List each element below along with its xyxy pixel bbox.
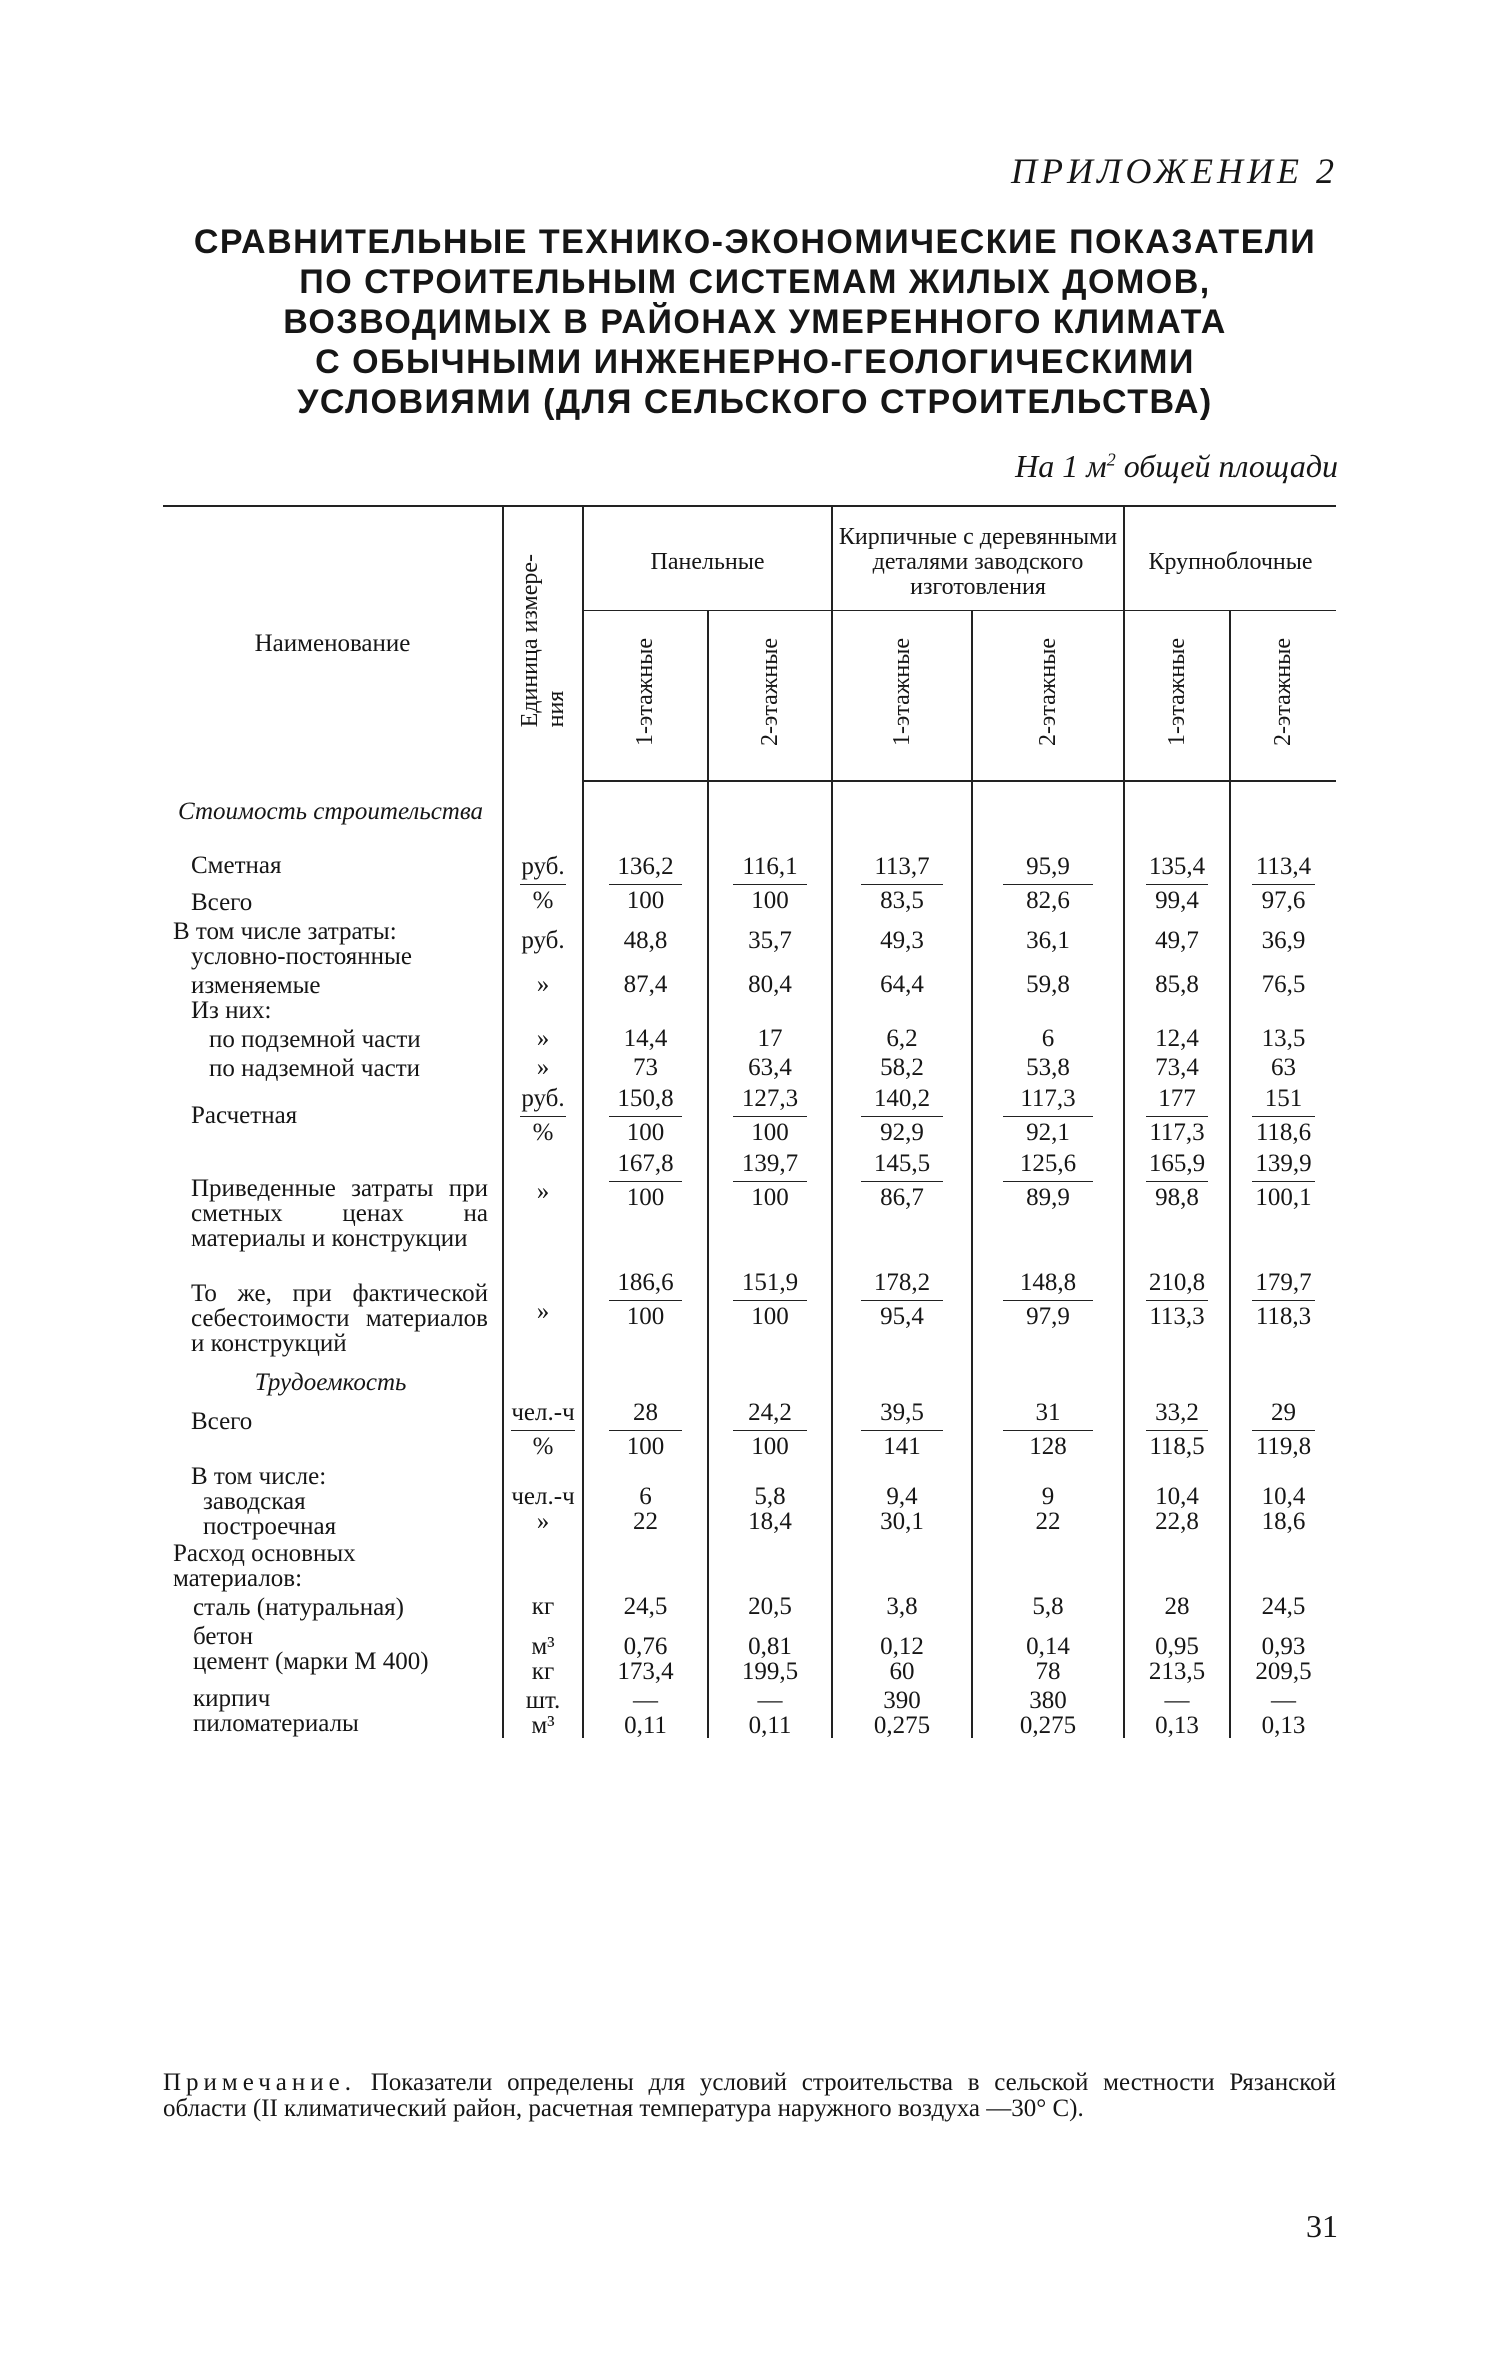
row-labor-total: Всего — [191, 1407, 253, 1435]
value-cell: 210,8 113,3 — [1124, 1253, 1230, 1358]
value-cell: 127,3 100 — [708, 1083, 832, 1148]
value-cell: 58,2 — [832, 1054, 972, 1083]
footnote — [163, 2070, 1336, 2122]
value-cell: 0,76 173,4 — [583, 1622, 708, 1684]
value-cell: 39,5 141 — [832, 1397, 972, 1462]
value-cell: — 0,11 — [583, 1684, 708, 1738]
value-cell: 177 117,3 — [1124, 1083, 1230, 1148]
value-cell: 135,4 99,4 — [1124, 851, 1230, 917]
value-cell: 14,4 — [583, 1025, 708, 1054]
value-cell: 80,4 — [708, 971, 832, 1025]
value-cell: 28 — [1124, 1593, 1230, 1622]
row-label-stack — [163, 1622, 503, 1684]
row-steel: сталь (натуральная) — [193, 1593, 405, 1621]
value-cell: 35,7 — [708, 917, 832, 971]
per-unit-prefix: На 1 м — [1015, 448, 1107, 484]
header-unit — [503, 506, 583, 781]
value-cell: 48,8 — [583, 917, 708, 971]
document-title — [160, 222, 1350, 422]
value-cell: 390 0,275 — [832, 1684, 972, 1738]
row-cond-const: условно-постоянные — [191, 942, 412, 970]
value-cell: 136,2 100 — [583, 851, 708, 917]
value-cell: 9,4 30,1 — [832, 1462, 972, 1541]
value-cell: 10,4 22,8 — [1124, 1462, 1230, 1541]
value-cell: 6,2 — [832, 1025, 972, 1054]
row-underground: по подземной части — [209, 1025, 421, 1053]
value-cell: 53,8 — [972, 1054, 1124, 1083]
section-cost: Стоимость строительства — [177, 797, 484, 825]
value-cell: 125,6 89,9 — [972, 1148, 1124, 1253]
value-cell: 63,4 — [708, 1054, 832, 1083]
value-cell: 17 — [708, 1025, 832, 1054]
value-cell: 151,9 100 — [708, 1253, 832, 1358]
title-line: УСЛОВИЯМИ (ДЛЯ СЕЛЬСКОГО СТРОИТЕЛЬСТВА) — [297, 383, 1213, 421]
value-cell: 28 100 — [583, 1397, 708, 1462]
row-reduced: Приведенные затраты при сметных ценах на материалы и конструкции — [191, 1174, 488, 1252]
value-cell: 150,8 100 — [583, 1083, 708, 1148]
value-cell: 76,5 — [1230, 971, 1336, 1025]
header-floors-1: 1-этажные — [888, 637, 915, 746]
value-cell: 24,5 — [1230, 1593, 1336, 1622]
value-cell: 0,81 199,5 — [708, 1622, 832, 1684]
value-cell: 0,93 209,5 — [1230, 1622, 1336, 1684]
header-floors-2: 2-этажные — [756, 637, 783, 746]
value-cell: 6 22 — [583, 1462, 708, 1541]
header-floors-1: 1-этажные — [632, 637, 658, 746]
value-cell: 73,4 — [1124, 1054, 1230, 1083]
title-line: ВОЗВОДИМЫХ В РАЙОНАХ УМЕРЕННОГО КЛИМАТА — [283, 303, 1227, 341]
value-cell: 186,6 100 — [583, 1253, 708, 1358]
value-cell: 64,4 — [832, 971, 972, 1025]
per-unit-caption — [1015, 448, 1338, 485]
page-number: 31 — [1306, 2208, 1338, 2244]
value-cell: 178,2 95,4 — [832, 1253, 972, 1358]
title-line: ПО СТРОИТЕЛЬНЫМ СИСТЕМАМ ЖИЛЫХ ДОМОВ, — [299, 263, 1211, 301]
value-cell: 24,2 100 — [708, 1397, 832, 1462]
title-line: СРАВНИТЕЛЬНЫЕ ТЕХНИКО-ЭКОНОМИЧЕСКИЕ ПОКАЗАТЕЛИ — [193, 223, 1317, 261]
value-cell: 9 22 — [972, 1462, 1124, 1541]
row-label-stack — [163, 1462, 503, 1541]
unit-cell: чел.-ч » — [503, 1462, 583, 1541]
value-cell: 31 128 — [972, 1397, 1124, 1462]
value-cell: 85,8 — [1124, 971, 1230, 1025]
row-onsite: построечная — [203, 1512, 337, 1540]
value-cell: — 0,11 — [708, 1684, 832, 1738]
row-incl: В том числе: — [191, 1462, 327, 1490]
value-cell: 6 — [972, 1025, 1124, 1054]
unit-cell: руб. % — [503, 1083, 583, 1148]
unit-cell: руб. — [503, 917, 583, 971]
per-unit-suffix: общей площади — [1115, 448, 1338, 484]
unit-cell: » — [503, 1054, 583, 1083]
header-floors-1: 1-этажные — [1163, 637, 1190, 746]
row-label-stack — [163, 851, 503, 917]
indicators-table — [163, 505, 1336, 1738]
row-lumber: пиломатериалы — [193, 1709, 359, 1737]
header-group-panel: Панельные — [583, 506, 832, 611]
value-cell: — 0,13 — [1124, 1684, 1230, 1738]
value-cell: 148,8 97,9 — [972, 1253, 1124, 1358]
value-cell: 139,7 100 — [708, 1148, 832, 1253]
value-cell: 36,1 — [972, 917, 1124, 971]
value-cell: 36,9 — [1230, 917, 1336, 971]
unit-cell: » — [503, 971, 583, 1025]
row-brick: кирпич — [193, 1684, 271, 1712]
header-floors-2: 2-этажные — [1270, 637, 1296, 746]
value-cell: 179,7 118,3 — [1230, 1253, 1336, 1358]
header-group-brick: Кирпичные с деревянными деталями заводского изготовления — [832, 506, 1124, 611]
value-cell: 0,12 60 — [832, 1622, 972, 1684]
value-cell: — 0,13 — [1230, 1684, 1336, 1738]
row-materials: Расход основных материалов: — [173, 1539, 356, 1592]
per-unit-sup: 2 — [1106, 449, 1116, 470]
section-labor: Трудоемкость — [254, 1368, 407, 1396]
appendix-label: ПРИЛОЖЕНИЕ 2 — [1011, 151, 1338, 191]
header-unit-line2: ния — [543, 690, 569, 727]
value-cell: 0,14 78 — [972, 1622, 1124, 1684]
value-cell: 165,9 98,8 — [1124, 1148, 1230, 1253]
value-cell: 0,95 213,5 — [1124, 1622, 1230, 1684]
row-label-stack — [163, 917, 503, 971]
value-cell: 3,8 — [832, 1593, 972, 1622]
value-cell: 151 118,6 — [1230, 1083, 1336, 1148]
value-cell: 33,2 118,5 — [1124, 1397, 1230, 1462]
row-label-stack — [163, 971, 503, 1025]
value-cell: 49,7 — [1124, 917, 1230, 971]
header-floors-2: 2-этажные — [1034, 637, 1061, 746]
header-unit-line1: Единица измере- — [517, 553, 543, 727]
value-cell: 140,2 92,9 — [832, 1083, 972, 1148]
unit-cell: кг — [503, 1593, 583, 1622]
value-cell: 5,8 — [972, 1593, 1124, 1622]
unit-cell: руб. % — [503, 851, 583, 917]
title-line: С ОБЫЧНЫМИ ИНЖЕНЕРНО-ГЕОЛОГИЧЕСКИМИ — [315, 343, 1195, 381]
value-cell: 73 — [583, 1054, 708, 1083]
unit-cell: » — [503, 1148, 583, 1253]
unit-cell: м³ кг — [503, 1622, 583, 1684]
row-same-actual: То же, при фактической себестоимости материалов и конструкций — [191, 1279, 488, 1357]
row-aboveground: по надземной части — [209, 1054, 420, 1082]
row-cement: цемент (марки М 400) — [193, 1647, 429, 1675]
value-cell: 13,5 — [1230, 1025, 1336, 1054]
value-cell: 117,3 92,1 — [972, 1083, 1124, 1148]
footnote-label: Примечание. — [163, 2069, 357, 2096]
value-cell: 145,5 86,7 — [832, 1148, 972, 1253]
value-cell: 113,7 83,5 — [832, 851, 972, 917]
value-cell: 167,8 100 — [583, 1148, 708, 1253]
row-raschetnaya: Расчетная — [191, 1101, 298, 1129]
row-factory: заводская — [203, 1487, 306, 1515]
value-cell: 59,8 — [972, 971, 1124, 1025]
value-cell: 139,9 100,1 — [1230, 1148, 1336, 1253]
value-cell: 29 119,8 — [1230, 1397, 1336, 1462]
header-name: Наименование — [163, 506, 503, 781]
unit-cell: » — [503, 1253, 583, 1358]
value-cell: 10,4 18,6 — [1230, 1462, 1336, 1541]
row-concrete: бетон — [193, 1622, 253, 1650]
value-cell: 87,4 — [583, 971, 708, 1025]
row-total: Всего — [191, 888, 253, 916]
value-cell: 113,4 97,6 — [1230, 851, 1336, 917]
value-cell: 49,3 — [832, 917, 972, 971]
value-cell: 5,8 18,4 — [708, 1462, 832, 1541]
row-label-stack — [163, 1684, 503, 1738]
unit-cell: чел.-ч % — [503, 1397, 583, 1462]
value-cell: 24,5 — [583, 1593, 708, 1622]
footnote-text: Показатели определены для условий строительства в сельской местности Рязанской области (II климатический район, расчетная температура наружного воздуха —30° С). — [163, 2069, 1336, 2122]
value-cell: 116,1 100 — [708, 851, 832, 917]
row-of-them: Из них: — [191, 996, 272, 1024]
header-group-block: Крупноблочные — [1124, 506, 1336, 611]
value-cell: 95,9 82,6 — [972, 851, 1124, 917]
unit-cell: » — [503, 1025, 583, 1054]
row-variable: изменяемые — [191, 971, 321, 999]
value-cell: 63 — [1230, 1054, 1336, 1083]
unit-cell: шт. м³ — [503, 1684, 583, 1738]
value-cell: 12,4 — [1124, 1025, 1230, 1054]
value-cell: 380 0,275 — [972, 1684, 1124, 1738]
row-incl-costs: В том числе затраты: — [173, 917, 397, 945]
value-cell: 20,5 — [708, 1593, 832, 1622]
row-smetnaya: Сметная — [191, 851, 282, 879]
